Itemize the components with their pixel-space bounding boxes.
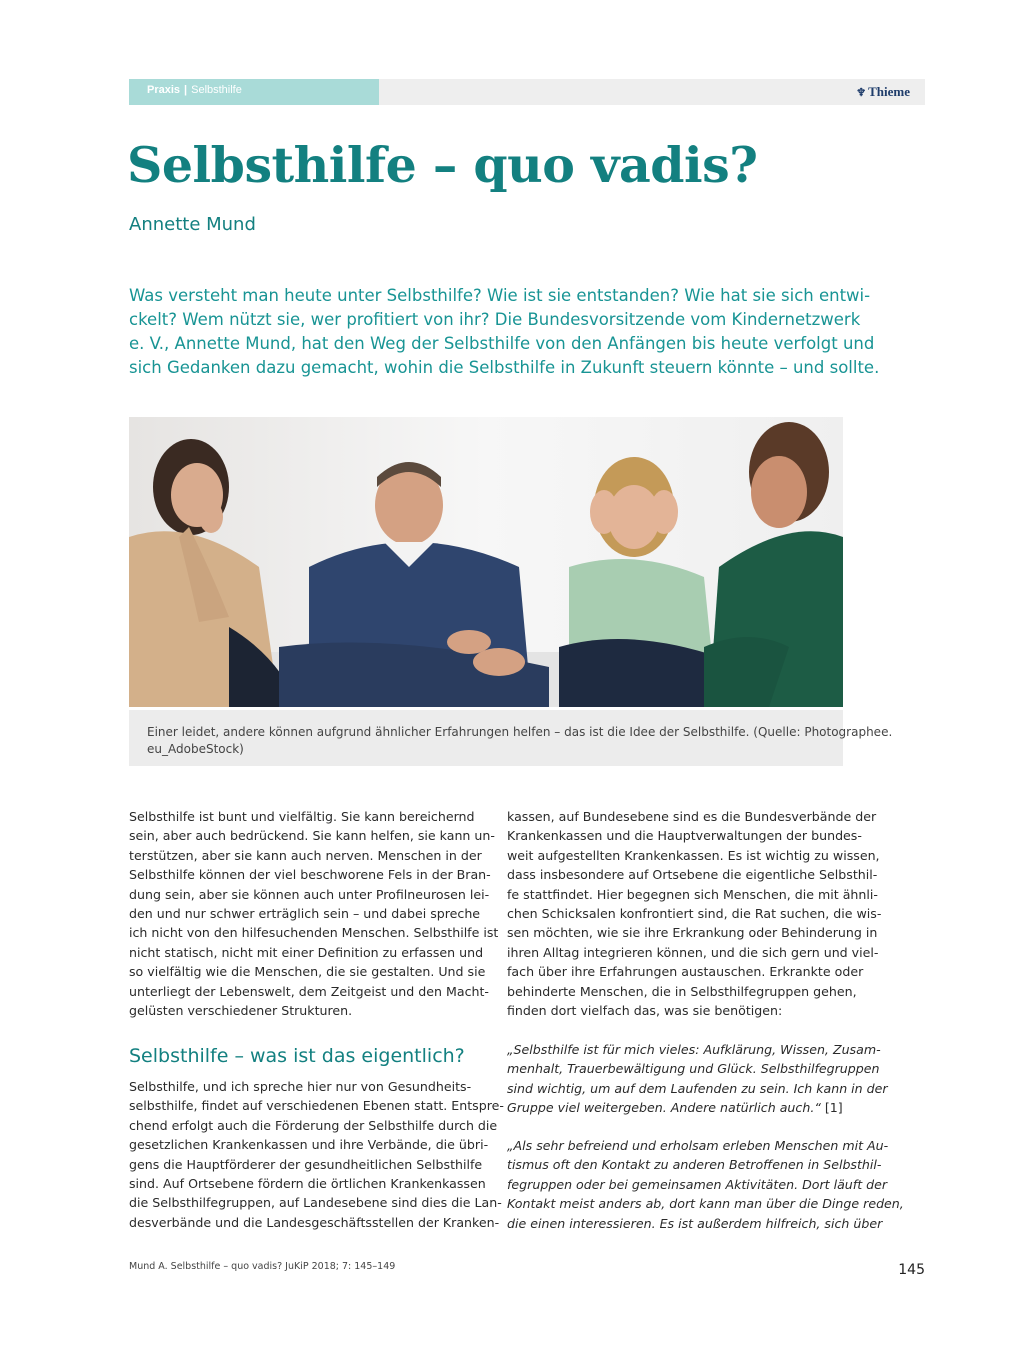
section-name: Praxis	[147, 84, 181, 96]
article-photo	[129, 417, 843, 707]
lead-line: e. V., Annette Mund, hat den Weg der Selbsthilfe von den Anfängen bis heute verfolgt und	[129, 334, 875, 353]
text-line: chen Schicksalen konfrontiert sind, die Rat suchen, die wis-	[507, 906, 882, 922]
quote-line: tismus oft den Kontakt zu anderen Betroffenen in Selbsthil-	[507, 1157, 882, 1173]
text-line: chend erfolgt auch die Förderung der Selbsthilfe durch die	[129, 1117, 498, 1133]
quote-line: „Selbsthilfe ist für mich vieles: Aufklärung, Wissen, Zusam-	[507, 1042, 881, 1057]
lead-line: ckelt? Wem nützt sie, wer profitiert von ihr? Die Bundesvorsitzende vom Kindernetzwerk	[129, 310, 861, 329]
text-line: sen möchten, wie sie ihre Erkrankung oder Behinderung in	[507, 925, 878, 941]
text-line: selbsthilfe, findet auf verschiedenen Ebenen statt. Entspre-	[129, 1098, 504, 1114]
publisher-logo	[856, 84, 910, 100]
text-line: fe stattfindet. Hier begegnen sich Menschen, die mit ähnli-	[507, 886, 878, 902]
quote-line: Kontakt meist anders ab, dort kann man über die Dinge reden,	[507, 1196, 904, 1212]
running-header	[129, 79, 925, 105]
quote-block-2	[507, 1136, 904, 1233]
quote-line: Gruppe viel weitergeben. Andere natürlich auch.“	[507, 1100, 821, 1116]
quote-line: fegruppen oder bei gemeinsamen Aktivitäten. Dort läuft der	[507, 1176, 888, 1192]
text-line: unterliegt der Lebenswelt, dem Zeitgeist und den Macht-	[129, 983, 489, 999]
text-line: Selbsthilfe können der viel beschworene Fels in der Bran-	[129, 867, 491, 883]
text-line: sind. Auf Ortsebene fördern die örtlichen Krankenkassen	[129, 1176, 486, 1192]
text-line: sein, aber auch bedrückend. Sie kann helfen, sie kann un-	[129, 828, 495, 844]
text-line: kassen, auf Bundesebene sind es die Bundesverbände der	[507, 809, 877, 824]
text-line: so vielfältig wie die Menschen, die sie gestalten. Und sie	[129, 964, 486, 980]
body-paragraph-intro	[129, 807, 498, 1020]
reference-link[interactable]: [1]	[824, 1100, 843, 1116]
quote-block-1	[507, 1040, 888, 1118]
text-line: finden dort vielfach das, was sie benötigen:	[507, 1003, 783, 1019]
publisher-name: Thieme	[868, 84, 910, 99]
figure-caption	[129, 710, 893, 766]
lead-line: Was versteht man heute unter Selbsthilfe? Wie ist sie entstanden? Wie hat sie sich entwi-	[129, 286, 871, 305]
body-paragraph-continued	[507, 807, 881, 1020]
quote-line: „Als sehr befreiend und erholsam erleben Menschen mit Au-	[507, 1138, 889, 1153]
text-line: behinderte Menschen, die in Selbsthilfegruppen gehen,	[507, 983, 857, 999]
caption-line: eu_AdobeStock)	[147, 742, 244, 756]
section-tab	[129, 79, 379, 105]
text-line: gesetzlichen Krankenkassen und ihre Verbände, die übri-	[129, 1137, 489, 1153]
text-line: gelüsten verschiedener Strukturen.	[129, 1003, 353, 1019]
text-line: dass insbesondere auf Ortsebene die eigentliche Selbsthil-	[507, 867, 878, 883]
section-heading: Selbsthilfe – was ist das eigentlich?	[129, 1045, 465, 1067]
quote-line: sind wichtig, um auf dem Laufenden zu sein. Ich kann in der	[507, 1080, 888, 1096]
text-line: Krankenkassen und die Hauptverwaltungen der bundes-	[507, 828, 862, 844]
body-paragraph-levels	[129, 1077, 504, 1232]
text-line: die Selbsthilfegruppen, auf Landesebene sind dies die Lan-	[129, 1195, 502, 1211]
thieme-crest-icon: ♆	[856, 87, 867, 99]
article-author: Annette Mund	[129, 214, 256, 235]
text-line: fach über ihre Erfahrungen austauschen. Erkrankte oder	[507, 964, 864, 980]
article-title: Selbsthilfe – quo vadis?	[127, 136, 758, 194]
section-label	[147, 84, 242, 96]
text-line: desverbände und die Landesgeschäftsstellen der Kranken-	[129, 1214, 500, 1230]
text-line: Selbsthilfe, und ich spreche hier nur von Gesundheits-	[129, 1079, 472, 1094]
article-lead	[129, 284, 880, 380]
group-counseling-photo	[129, 417, 843, 707]
text-line: ihren Alltag integrieren können, und die sich gern und viel-	[507, 944, 879, 960]
subsection-name: Selbsthilfe	[191, 84, 242, 96]
quote-line: menhalt, Trauerbewältigung und Glück. Selbsthilfegruppen	[507, 1061, 880, 1077]
caption-line: Einer leidet, andere können aufgrund ähnlicher Erfahrungen helfen – das ist die Idee der Selbsthilfe. (Quelle: Photographee.	[147, 725, 893, 739]
page-number: 145	[898, 1262, 925, 1278]
caption-text	[147, 724, 892, 758]
text-line: dung sein, aber sie können auch unter Profilneurosen lei-	[129, 886, 490, 902]
text-line: gens die Hauptförderer der gesundheitlichen Selbsthilfe	[129, 1156, 483, 1172]
text-line: Selbsthilfe ist bunt und vielfältig. Sie kann bereichernd	[129, 809, 475, 824]
lead-line: sich Gedanken dazu gemacht, wohin die Selbsthilfe in Zukunft steuern könnte – und sollte.	[129, 358, 880, 377]
text-line: weit aufgestellten Krankenkassen. Es ist wichtig zu wissen,	[507, 847, 880, 863]
text-line: nicht statisch, nicht mit einer Definition zu erfassen und	[129, 944, 484, 960]
quote-line: die einen interessieren. Es ist außerdem hilfreich, sich über	[507, 1215, 883, 1231]
footer-citation: Mund A. Selbsthilfe – quo vadis? JuKiP 2018; 7: 145–149	[129, 1261, 396, 1272]
text-line: den und nur schwer erträglich sein – und dabei spreche	[129, 906, 481, 922]
section-separator: |	[184, 84, 188, 96]
quote-last-line	[507, 1098, 888, 1117]
text-line: ich nicht von den hilfesuchenden Menschen. Selbsthilfe ist	[129, 925, 499, 941]
text-line: terstützen, aber sie kann auch nerven. Menschen in der	[129, 847, 482, 863]
